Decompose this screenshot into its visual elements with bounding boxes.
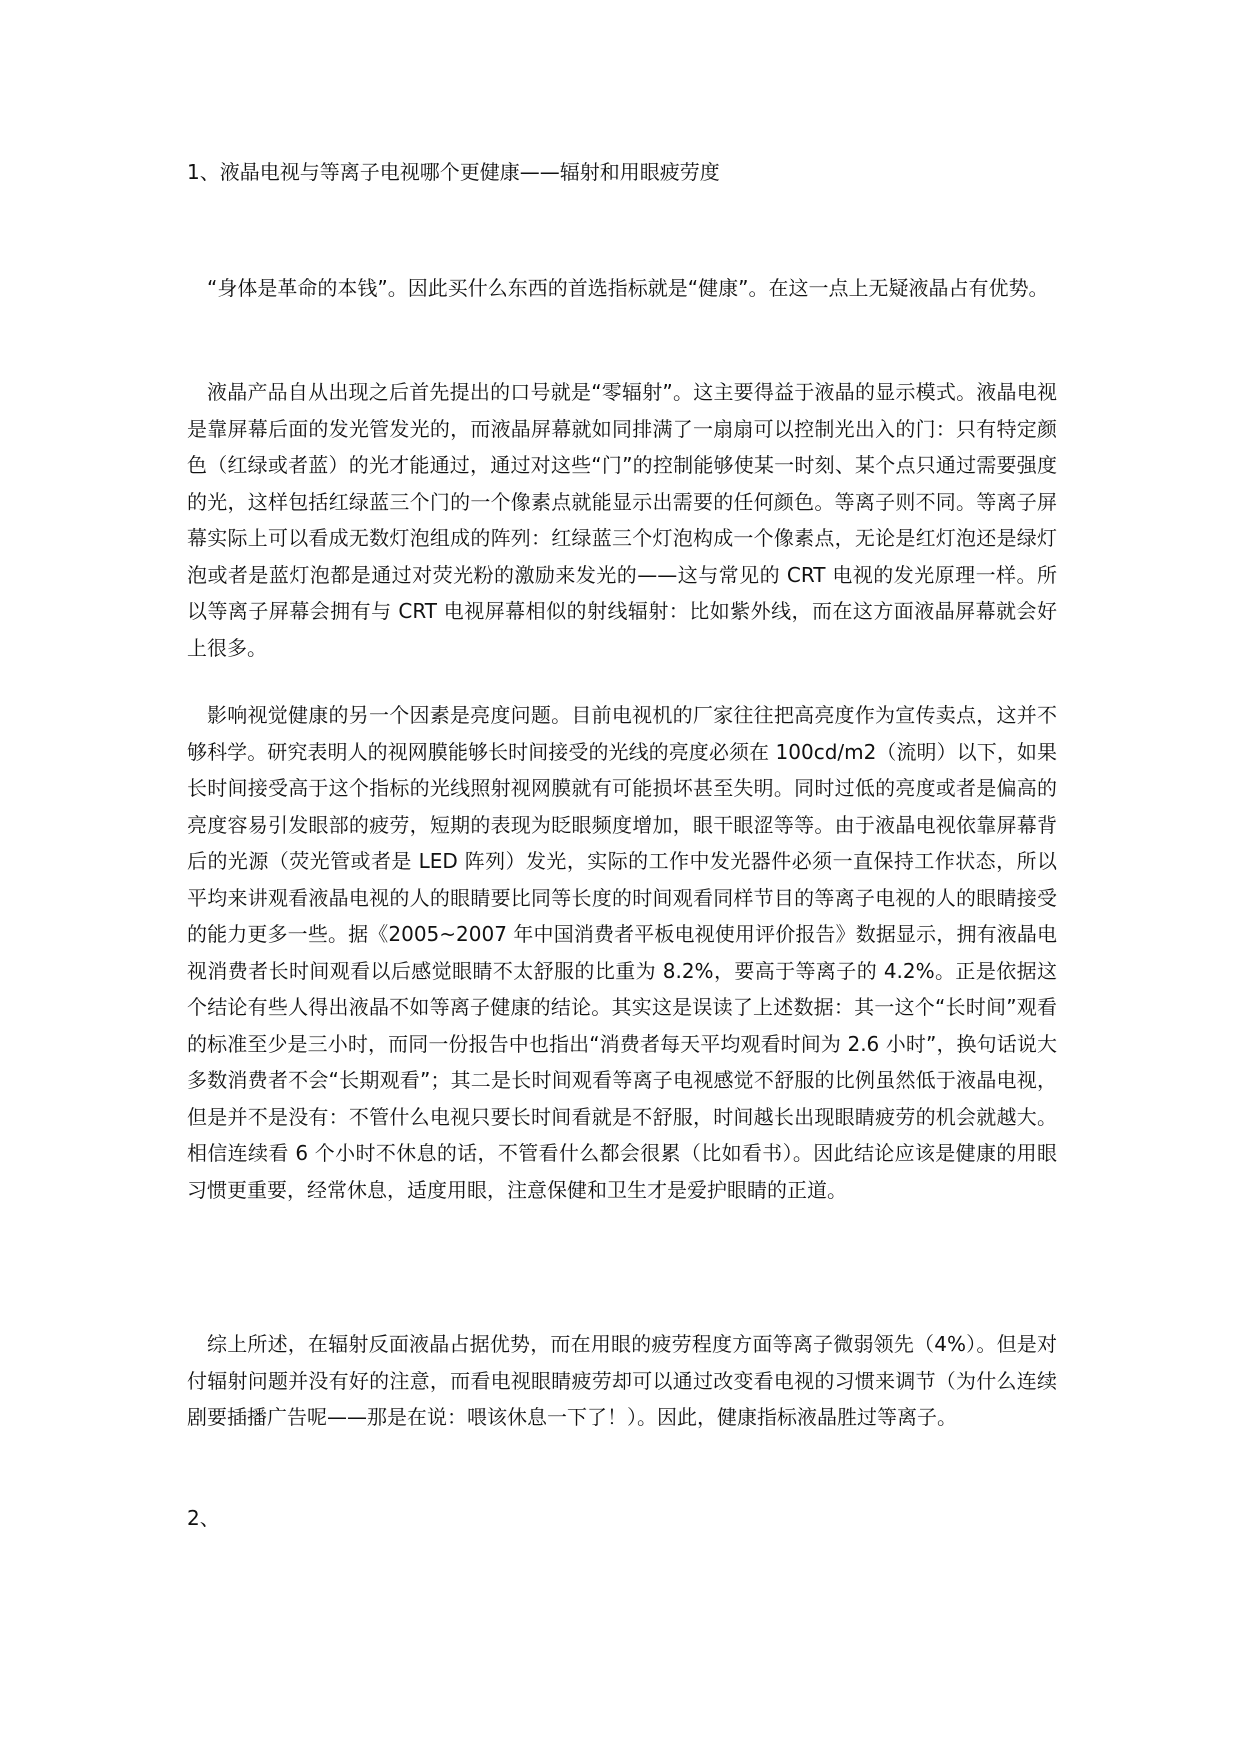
section-heading: 1、液晶电视与等离子电视哪个更健康——辐射和用眼疲劳度 [187, 160, 720, 184]
next-section-number: 2、 [187, 1506, 220, 1530]
paragraph-radiation: 液晶产品自从出现之后首先提出的口号就是“零辐射”。这主要得益于液晶的显示模式。液晶电视是靠屏幕后面的发光管发光的，而液晶屏幕就如同排满了一扇扇可以控制光出入的门：只有特定颜色（红绿或者蓝）的光才能通过，通过对这些“门”的控制能够使某一时刻、某个点只通过需要强度的光，这样包括红绿蓝三个门的一个像素点就能显示出需要的任何颜色。等离子则不同。等离子屏幕实际上可以看成无数灯泡组成的阵列：红绿蓝三个灯泡构成一个像素点，无论是红灯泡还是绿灯泡或者是蓝灯泡都是通过对荧光粉的激励来发光的——这与常见的 CRT 电视的发光原理一样。所以等离子屏幕会拥有与 CRT 电视屏幕相似的射线辐射：比如紫外线，而在这方面液晶屏幕就会好上很多。 [187, 380, 1057, 660]
paragraph-intro: “身体是革命的本钱”。因此买什么东西的首选指标就是“健康”。在这一点上无疑液晶占有优势。 [207, 276, 1049, 300]
paragraph-conclusion: 综上所述，在辐射反面液晶占据优势，而在用眼的疲劳程度方面等离子微弱领先（4%）。但是对付辐射问题并没有好的注意，而看电视眼睛疲劳却可以通过改变看电视的习惯来调节（为什么连续剧要插播广告呢——那是在说：喂该休息一下了！）。因此，健康指标液晶胜过等离子。 [187, 1332, 1057, 1429]
paragraph-brightness: 影响视觉健康的另一个因素是亮度问题。目前电视机的厂家往往把高亮度作为宣传卖点，这并不够科学。研究表明人的视网膜能够长时间接受的光线的亮度必须在 100cd/m2（流明）以下，如果长时间接受高于这个指标的光线照射视网膜就有可能损坏甚至失明。同时过低的亮度或者是偏高的亮度容易引发眼部的疲劳，短期的表现为眨眼频度增加，眼干眼涩等等。由于液晶电视依靠屏幕背后的光源（荧光管或者是 LED 阵列）发光，实际的工作中发光器件必须一直保持工作状态，所以平均来讲观看液晶电视的人的眼睛要比同等长度的时间观看同样节目的等离子电视的人的眼睛接受的能力更多一些。据《2005~2007 年中国消费者平板电视使用评价报告》数据显示，拥有液晶电视消费者长时间观看以后感觉眼睛不太舒服的比重为 8.2%，要高于等离子的 4.2%。正是依据这个结论有些人得出液晶不如等离子健康的结论。其实这是误读了上述数据：其一这个“长时间”观看的标准至少是三小时，而同一份报告中也指出“消费者每天平均观看时间为 2.6 小时”，换句话说大多数消费者不会“长期观看”；其二是长时间观看等离子电视感觉不舒服的比例虽然低于液晶电视，但是并不是没有：不管什么电视只要长时间看就是不舒服，时间越长出现眼睛疲劳的机会就越大。相信连续看 6 个小时不休息的话，不管看什么都会很累（比如看书）。因此结论应该是健康的用眼习惯更重要，经常休息，适度用眼，注意保健和卫生才是爱护眼睛的正道。 [187, 703, 1057, 1202]
